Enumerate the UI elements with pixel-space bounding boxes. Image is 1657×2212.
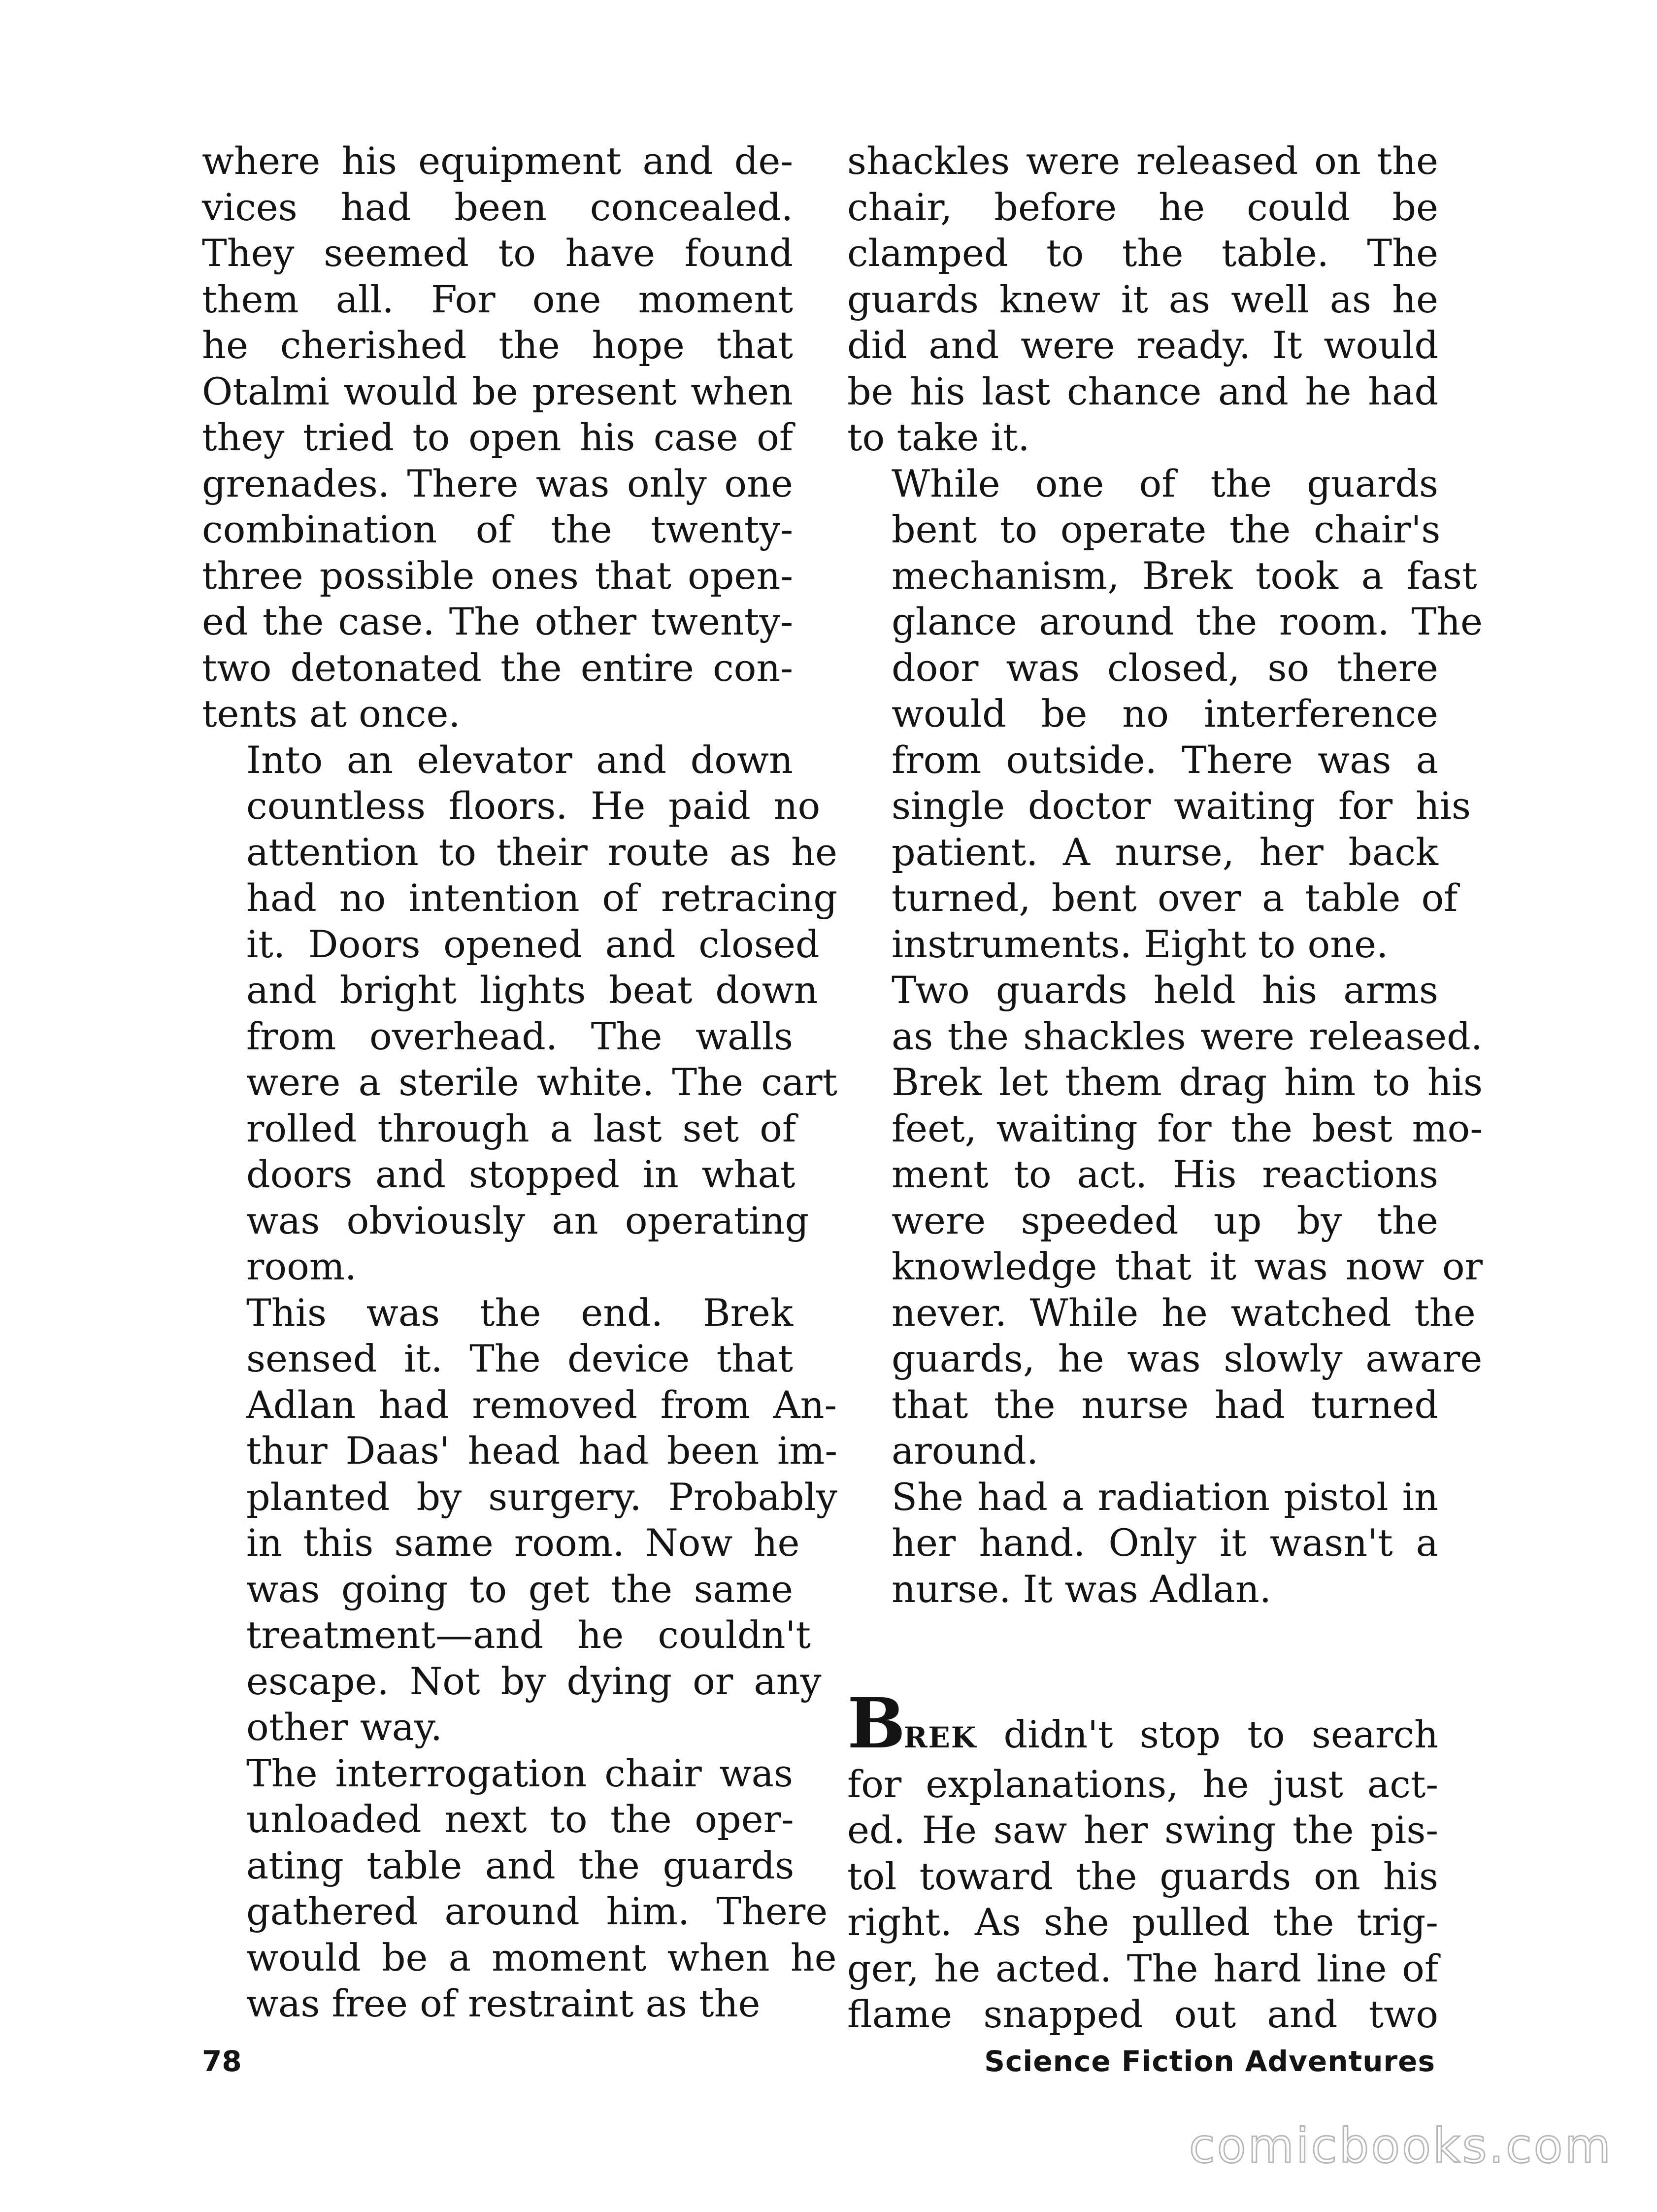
small-caps-word: REK (903, 1721, 977, 1754)
text-line: Two guards held his arms (892, 968, 1438, 1012)
paragraph (847, 967, 1483, 1474)
text-line: gathered around him. There (246, 1889, 828, 1933)
text-line: countless floors. He paid no (246, 784, 821, 828)
text-line: ating table and the guards (246, 1843, 795, 1887)
text-line: ger, he acted. The hard line of (847, 1946, 1438, 1990)
text-line: room. (246, 1244, 357, 1288)
paragraph (847, 461, 1483, 968)
text-line: they tried to open his case of (202, 415, 793, 459)
left-column (202, 138, 837, 2027)
text-line-rest: didn't stop to search (977, 1712, 1438, 1756)
text-line: in this same room. Now he (246, 1521, 800, 1565)
text-line: attention to their route as he (246, 830, 837, 874)
text-line: for explanations, he just act- (847, 1762, 1438, 1806)
text-line: mechanism, Brek took a fast (892, 553, 1477, 598)
text-line: rolled through a last set of (246, 1106, 796, 1150)
text-line: from overhead. The walls (246, 1014, 793, 1058)
paragraph (202, 138, 793, 737)
text-line: other way. (246, 1705, 443, 1749)
text-line: them all. For one moment (202, 277, 793, 321)
section-break (847, 1612, 1438, 1704)
text-line: tol toward the guards on his (847, 1854, 1438, 1898)
text-line: escape. Not by dying or any (246, 1659, 822, 1703)
watermark: comicbooks.com (1189, 2118, 1613, 2174)
text-line: knowledge that it was now or (892, 1244, 1483, 1288)
text-line: was free of restraint as the (246, 1981, 761, 2025)
text-line: combination of the twenty- (202, 507, 793, 551)
text-line: doors and stopped in what (246, 1152, 795, 1196)
paragraph (847, 1474, 1438, 1612)
text-line: had no intention of retracing (246, 876, 837, 920)
text-line: ment to act. His reactions (892, 1152, 1438, 1196)
text-line: guards knew it as well as he (847, 277, 1438, 321)
text-line: was obviously an operating (246, 1198, 809, 1242)
text-line: would be a moment when he (246, 1935, 837, 1979)
paragraph (202, 737, 837, 1290)
text-line: her hand. Only it wasn't a (892, 1521, 1438, 1565)
text-line: ed the case. The other twenty- (202, 600, 793, 643)
text-line: clamped to the table. The (847, 231, 1438, 275)
paragraph (847, 1683, 1438, 2038)
text-line: While one of the guards (892, 461, 1438, 505)
text-line: to take it. (847, 415, 1030, 459)
text-line: shackles were released on the (847, 139, 1438, 183)
text-line: She had a radiation pistol in (892, 1475, 1438, 1519)
text-line (847, 1683, 1438, 1764)
text-line: where his equipment and de- (202, 139, 793, 183)
text-line: chair, before he could be (847, 185, 1438, 229)
text-line: would be no interference (892, 692, 1438, 736)
text-line: that the nurse had turned (892, 1382, 1438, 1427)
text-line: around. (892, 1429, 1039, 1473)
paragraph (202, 1750, 837, 2027)
text-line: Into an elevator and down (246, 737, 793, 782)
text-line: three possible ones that open- (202, 553, 793, 598)
paragraph (847, 138, 1438, 461)
text-line: be his last chance and he had (847, 369, 1438, 413)
text-line: ed. He saw her swing the pis- (847, 1808, 1438, 1852)
text-line: tents at once. (202, 692, 461, 736)
text-line: thur Daas' head had been im- (246, 1429, 837, 1473)
drop-cap: B (847, 1683, 904, 1764)
magazine-title: Science Fiction Adventures (984, 2044, 1435, 2078)
text-line: turned, bent over a table of (892, 876, 1458, 920)
text-line: sensed it. The device that (246, 1337, 793, 1380)
page-number: 78 (202, 2044, 242, 2078)
text-line: from outside. There was a (892, 737, 1438, 782)
text-line: nurse. It was Adlan. (892, 1567, 1272, 1611)
text-line: patient. A nurse, her back (892, 830, 1438, 874)
text-line: vices had been concealed. (202, 185, 793, 229)
text-line: single doctor waiting for his (892, 784, 1471, 828)
text-line: flame snapped out and two (847, 1992, 1438, 2036)
text-line: was going to get the same (246, 1567, 793, 1611)
text-line: and bright lights beat down (246, 968, 818, 1012)
text-line: he cherished the hope that (202, 323, 793, 367)
text-line: instruments. Eight to one. (892, 922, 1389, 966)
text-line: This was the end. Brek (246, 1290, 793, 1335)
text-line: glance around the room. The (892, 600, 1483, 643)
right-column (847, 138, 1483, 2038)
text-line: feet, waiting for the best mo- (892, 1106, 1483, 1150)
text-line: unloaded next to the oper- (246, 1797, 794, 1841)
text-line: never. While he watched the (892, 1290, 1476, 1335)
text-line: two detonated the entire con- (202, 645, 793, 690)
text-line: were speeded up by the (892, 1198, 1438, 1242)
text-line: right. As she pulled the trig- (847, 1900, 1438, 1944)
paragraph (202, 1290, 837, 1750)
text-line: planted by surgery. Probably (246, 1475, 837, 1519)
text-line: treatment—and he couldn't (246, 1613, 811, 1657)
text-line: door was closed, so there (892, 645, 1438, 690)
text-line: it. Doors opened and closed (246, 922, 820, 966)
text-line: Adlan had removed from An- (246, 1382, 837, 1427)
text-line: as the shackles were released. (892, 1014, 1483, 1058)
text-line: did and were ready. It would (847, 323, 1438, 367)
text-line: were a sterile white. The cart (246, 1060, 837, 1104)
text-line: They seemed to have found (202, 231, 793, 275)
text-line: The interrogation chair was (246, 1751, 793, 1795)
text-line: Brek let them drag him to his (892, 1060, 1483, 1104)
text-line: Otalmi would be present when (202, 369, 793, 413)
text-line: grenades. There was only one (202, 461, 793, 505)
text-line: bent to operate the chair's (892, 507, 1441, 551)
text-line: guards, he was slowly aware (892, 1337, 1483, 1380)
